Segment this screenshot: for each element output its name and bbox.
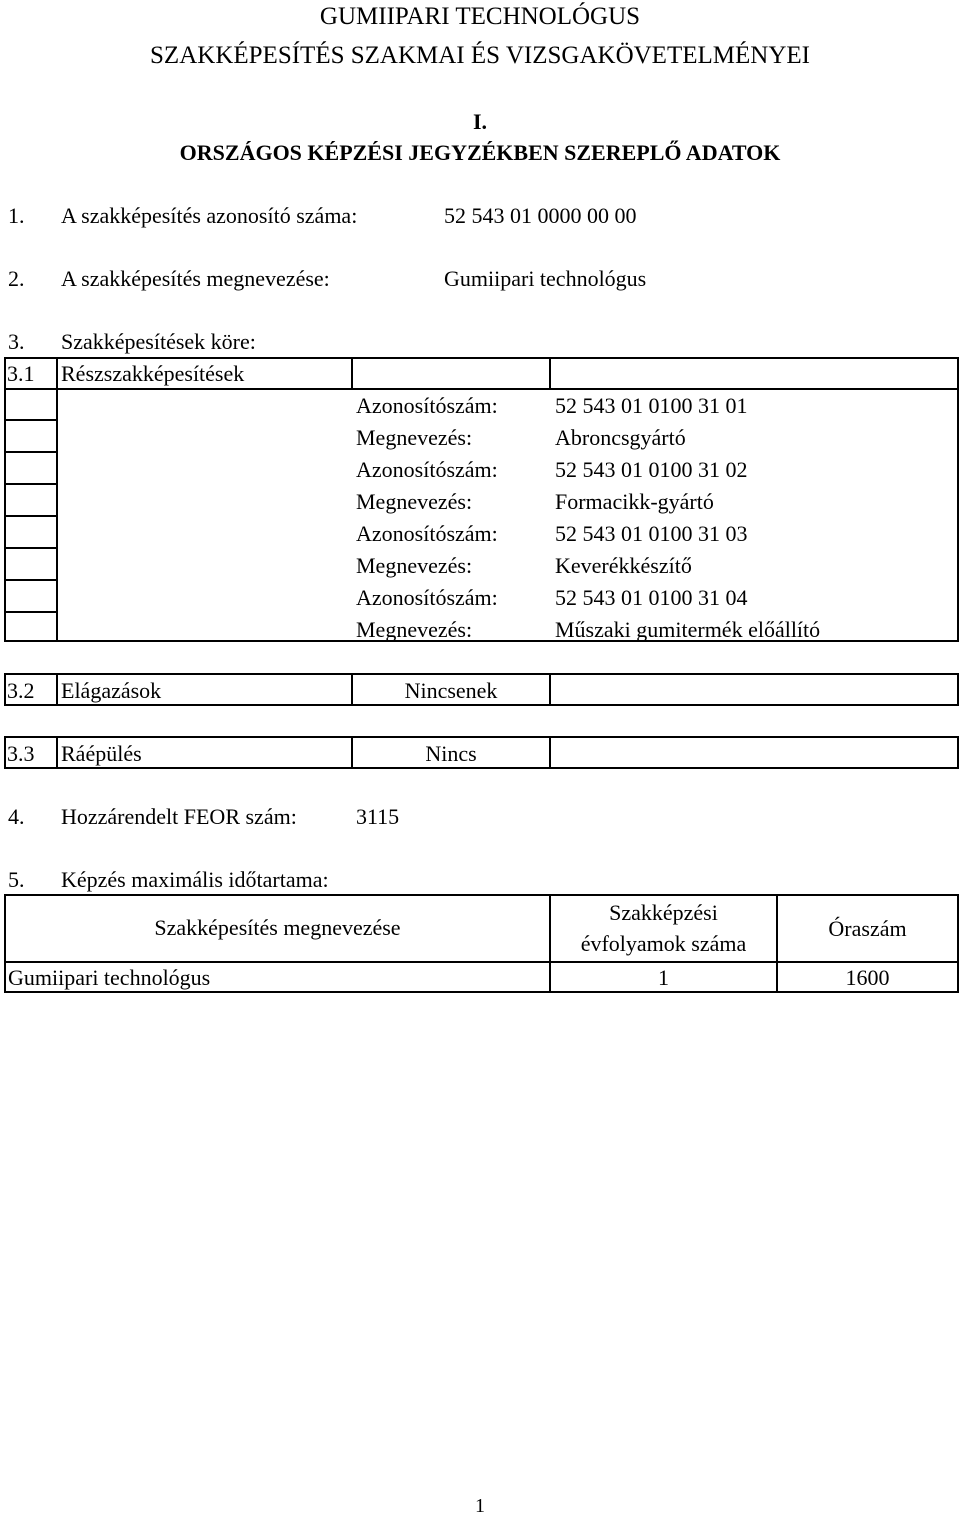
partial-id-value: 52 543 01 0100 31 04 [555,585,748,610]
section-number: I. [472,109,488,134]
partial-table-row-divider [4,611,57,613]
partial-id-value: 52 543 01 0100 31 01 [555,393,748,418]
item3-label: Szakképesítések köre: [61,329,256,354]
item4-label: Hozzárendelt FEOR szám: [61,804,297,829]
item2-number: 2. [8,266,25,291]
builds-col-divider [56,736,58,769]
partial-name-value: Műszaki gumitermék előállító [555,617,821,642]
item5-number: 5. [8,867,25,892]
partial-name-label: Megnevezés: [356,489,473,514]
item5-label: Képzés maximális időtartama: [61,867,329,892]
duration-header-name: Szakképesítés megnevezése [154,915,401,940]
branches-label: Elágazások [61,678,162,703]
partial-table-row-divider [4,419,57,421]
item2-label: A szakképesítés megnevezése: [61,266,330,291]
partial-name-value: Abroncsgyártó [555,425,686,450]
item3-number: 3. [8,329,25,354]
partial-table-col-divider [351,357,353,389]
partial-id-label: Azonosítószám: [356,457,498,482]
partial-name-label: Megnevezés: [356,425,473,450]
item1-number: 1. [8,203,25,228]
partial-table-row-divider [4,483,57,485]
partial-id-label: Azonosítószám: [356,393,498,418]
partial-table-row-divider [4,547,57,549]
duration-header-hours: Óraszám [828,916,907,941]
partial-id-value: 52 543 01 0100 31 03 [555,521,748,546]
document-title-line2: SZAKKÉPESÍTÉS SZAKMAI ÉS VIZSGAKÖVETELMÉNYEI [150,42,810,69]
duration-header-years-line1: Szakképzési [609,900,718,925]
item1-label: A szakképesítés azonosító száma: [61,203,358,228]
branches-col-divider [56,673,58,706]
partial-id-label: Azonosítószám: [356,585,498,610]
branches-number: 3.2 [7,678,35,703]
partial-name-label: Megnevezés: [356,617,473,642]
partial-name-label: Megnevezés: [356,553,473,578]
page-number: 1 [475,1495,485,1517]
duration-cell-name: Gumiipari technológus [8,965,211,990]
document-title-line1: GUMIIPARI TECHNOLÓGUS [319,3,641,30]
section-title: ORSZÁGOS KÉPZÉSI JEGYZÉKBEN SZEREPLŐ ADATOK [179,140,781,165]
partial-table-row-divider [4,451,57,453]
builds-number: 3.3 [7,741,35,766]
duration-table-row-divider [4,961,959,963]
branches-col-divider [549,673,551,706]
partial-name-value: Keverékkészítő [555,553,692,578]
partial-table-row-divider [4,388,959,390]
duration-header-years-line2: évfolyamok száma [580,931,747,956]
item4-value: 3115 [356,804,400,829]
duration-cell-years: 1 [658,965,669,990]
partial-table-col-divider [549,357,551,389]
builds-value: Nincs [425,741,477,766]
partial-id-label: Azonosítószám: [356,521,498,546]
builds-col-divider [549,736,551,769]
partial-table-row-divider [4,515,57,517]
partial-table-row-divider [4,579,57,581]
partial-name-value: Formacikk-gyártó [555,489,714,514]
partial-number: 3.1 [7,361,35,386]
branches-value: Nincsenek [404,678,498,703]
duration-cell-hours: 1600 [845,965,890,990]
item2-value: Gumiipari technológus [444,266,647,291]
builds-label: Ráépülés [61,741,142,766]
partial-table-col-divider [56,357,58,642]
partial-label: Részszakképesítések [61,361,245,386]
item1-value: 52 543 01 0000 00 00 [444,203,637,228]
partial-id-value: 52 543 01 0100 31 02 [555,457,748,482]
item4-number: 4. [8,804,25,829]
